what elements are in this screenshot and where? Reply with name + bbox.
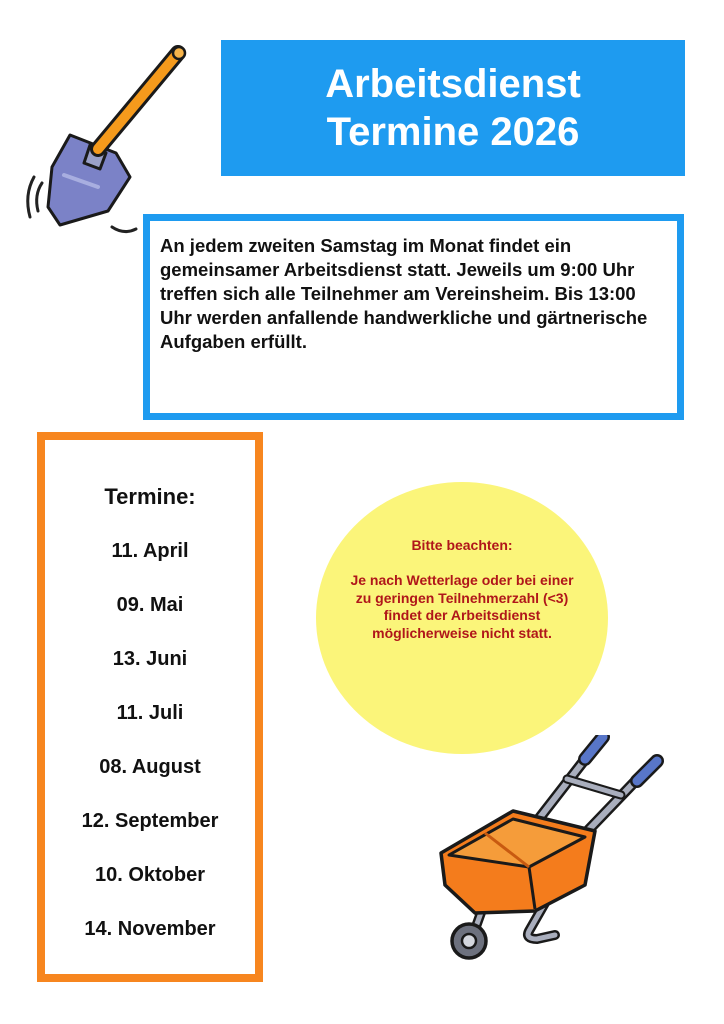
date-item: 14. November [84, 918, 216, 940]
page-title-box [221, 40, 685, 176]
date-item: 10. Oktober [94, 864, 206, 886]
notice-title: Bitte beachten: [411, 537, 513, 553]
info-text: An jedem zweiten Samstag im Monat findet ein gemeinsamer Arbeitsdienst statt. Jeweils um 9:00 Uhr treffen sich alle Teilnehmer am Vereinsheim. Bis 13:00 Uhr werden anfallende handwerkliche und gärtnerische Aufgaben erfüllt. [160, 235, 648, 352]
dates-box [37, 432, 263, 982]
date-item: 13. Juni [112, 648, 188, 670]
date-item: 09. Mai [116, 594, 184, 616]
date-item: 12. September [81, 810, 219, 832]
wheelbarrow-icon [425, 735, 680, 975]
dates-heading: Termine: [104, 484, 196, 509]
notice-circle [316, 482, 608, 754]
page-title-line-1: Arbeitsdienst [325, 62, 581, 106]
page-title-line-2: Termine 2026 [326, 110, 580, 154]
date-item: 11. April [111, 540, 189, 562]
info-box [143, 214, 684, 420]
notice-text: Je nach Wetterlage oder bei einer zu geringen Teilnehmerzahl (<3) findet der Arbeitsdienst möglicherweise nicht statt. [350, 572, 574, 641]
date-item: 08. August [99, 756, 201, 778]
date-item: 11. Juli [116, 702, 184, 724]
